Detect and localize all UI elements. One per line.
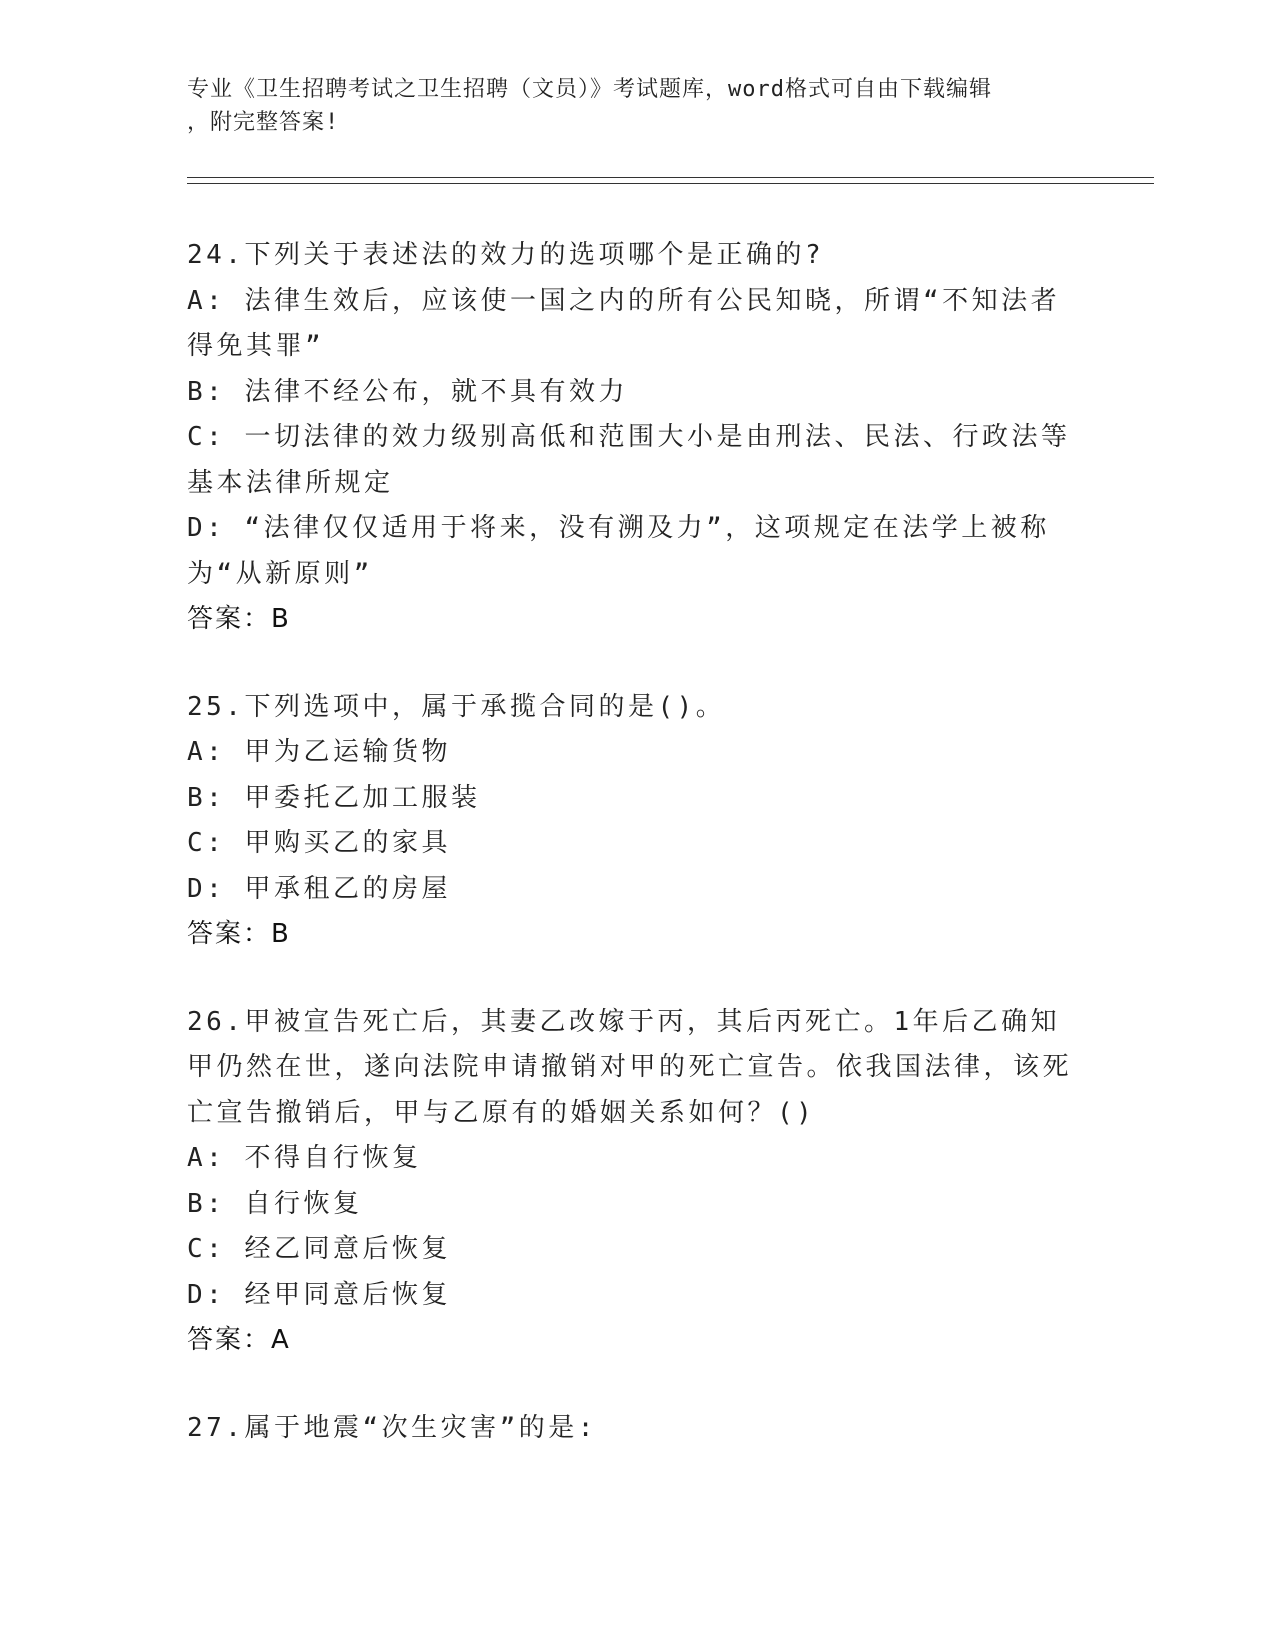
option-d: D: 甲承租乙的房屋 <box>187 873 451 904</box>
question-list <box>187 233 1087 1493</box>
option-d: D: “法律仅仅适用于将来，没有溯及力”，这项规定在法学上被称为“从新原则” <box>187 513 1050 589</box>
option-b: B: 自行恢复 <box>187 1188 363 1219</box>
option-b: B: 甲委托乙加工服装 <box>187 782 481 813</box>
option-a: A: 法律生效后，应该使一国之内的所有公民知晓，所谓“不知法者得免其罪” <box>187 285 1061 361</box>
option-d: D: 经甲同意后恢复 <box>187 1279 451 1310</box>
option-c: C: 一切法律的效力级别高低和范围大小是由刑法、民法、行政法等基本法律所规定 <box>187 422 1071 498</box>
option-a: A: 甲为乙运输货物 <box>187 737 451 767</box>
question-25 <box>187 685 1087 958</box>
question-stem: 26.甲被宣告死亡后，其妻乙改嫁于丙，其后丙死亡。1年后乙确知甲仍然在世，遂向法院申请撤销对甲的死亡宣告。依我国法律，该死亡宣告撤销后，甲与乙原有的婚姻关系如何？() <box>187 1006 1073 1128</box>
answer: 答案：B <box>187 919 291 949</box>
option-a: A: 不得自行恢复 <box>187 1143 422 1173</box>
question-stem: 25.下列选项中，属于承揽合同的是()。 <box>187 691 726 722</box>
option-b: B: 法律不经公布，就不具有效力 <box>187 376 628 407</box>
header-line-1: 专业《卫生招聘考试之卫生招聘（文员）》考试题库，word格式可自由下载编辑 <box>187 77 992 102</box>
question-24 <box>187 233 1087 643</box>
question-26 <box>187 1000 1087 1364</box>
question-stem: 24.下列关于表述法的效力的选项哪个是正确的? <box>187 240 825 270</box>
header-divider <box>187 177 1154 184</box>
option-c: C: 甲购买乙的家具 <box>187 828 451 858</box>
answer: 答案：B <box>187 604 291 634</box>
answer: 答案：A <box>187 1325 291 1355</box>
question-27 <box>187 1406 1087 1452</box>
document-header <box>187 73 1087 139</box>
option-c: C: 经乙同意后恢复 <box>187 1234 451 1264</box>
header-line-2: ，附完整答案! <box>187 110 340 135</box>
question-stem: 27.属于地震“次生灾害”的是: <box>187 1412 597 1443</box>
